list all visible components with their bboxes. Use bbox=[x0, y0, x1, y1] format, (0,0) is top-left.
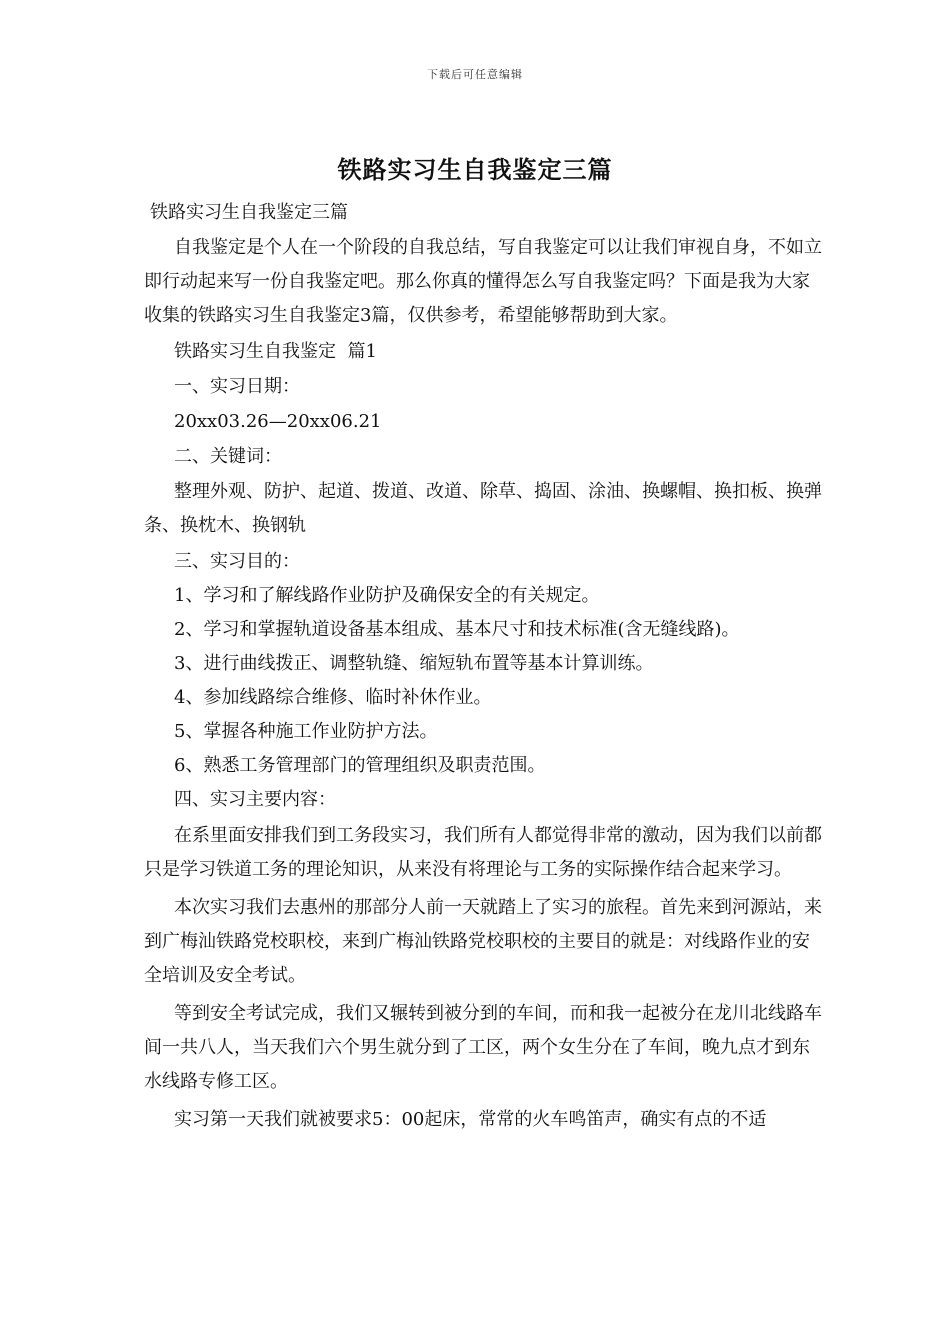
date-heading: 一、实习日期： bbox=[174, 376, 300, 397]
intro-paragraph: 自我鉴定是个人在一个阶段的自我总结，写自我鉴定可以让我们审视自身，不如立即行动起来写一份自我鉴定吧。那么你真的懂得怎么写自我鉴定吗？下面是我为大家收集的铁路实习生自我鉴定3篇，仅供参考，希望能够帮助到大家。 bbox=[144, 237, 822, 326]
body-paragraph: 在系里面安排我们到工务段实习，我们所有人都觉得非常的激动，因为我们以前都只是学习铁道工务的理论知识，从来没有将理论与工务的实际操作结合起来学习。 bbox=[144, 825, 822, 880]
goal-item: 1、学习和了解线路作业防护及确保安全的有关规定。 bbox=[174, 585, 600, 606]
section-heading: 铁路实习生自我鉴定 篇1 bbox=[174, 341, 377, 362]
content-heading: 四、实习主要内容： bbox=[174, 789, 336, 810]
subtitle: 铁路实习生自我鉴定三篇 bbox=[150, 202, 348, 223]
body-paragraph: 实习第一天我们就被要求5：00起床，常常的火车鸣笛声，确实有点的不适 bbox=[174, 1109, 767, 1130]
body-paragraph: 本次实习我们去惠州的那部分人前一天就踏上了实习的旅程。首先来到河源站，来到广梅汕铁路党校职校，来到广梅汕铁路党校职校的主要目的就是：对线路作业的安全培训及安全考试。 bbox=[144, 897, 822, 986]
goal-item: 6、熟悉工务管理部门的管理组织及职责范围。 bbox=[174, 755, 546, 776]
body-paragraph: 等到安全考试完成，我们又辗转到被分到的车间，而和我一起被分在龙川北线路车间一共八人，当天我们六个男生就分到了工区，两个女生分在了车间，晚九点才到东水线路专修工区。 bbox=[144, 1003, 822, 1092]
keywords-heading: 二、关键词： bbox=[174, 446, 282, 467]
date-value: 20xx03.26—20xx06.21 bbox=[174, 411, 382, 432]
goal-item: 5、掌握各种施工作业防护方法。 bbox=[174, 721, 438, 742]
keywords-text: 整理外观、防护、起道、拨道、改道、除草、捣固、涂油、换螺帽、换扣板、换弹条、换枕木、换钢轨 bbox=[144, 481, 822, 536]
goal-item: 3、进行曲线拨正、调整轨缝、缩短轨布置等基本计算训练。 bbox=[174, 653, 654, 674]
goal-item: 2、学习和掌握轨道设备基本组成、基本尺寸和技术标准(含无缝线路)。 bbox=[174, 619, 740, 640]
goal-item: 4、参加线路综合维修、临时补休作业。 bbox=[174, 687, 492, 708]
goals-heading: 三、实习目的： bbox=[174, 551, 300, 572]
header-note: 下载后可任意编辑 bbox=[427, 68, 523, 81]
document-body bbox=[144, 198, 824, 1137]
document-title: 铁路实习生自我鉴定三篇 bbox=[337, 155, 613, 184]
